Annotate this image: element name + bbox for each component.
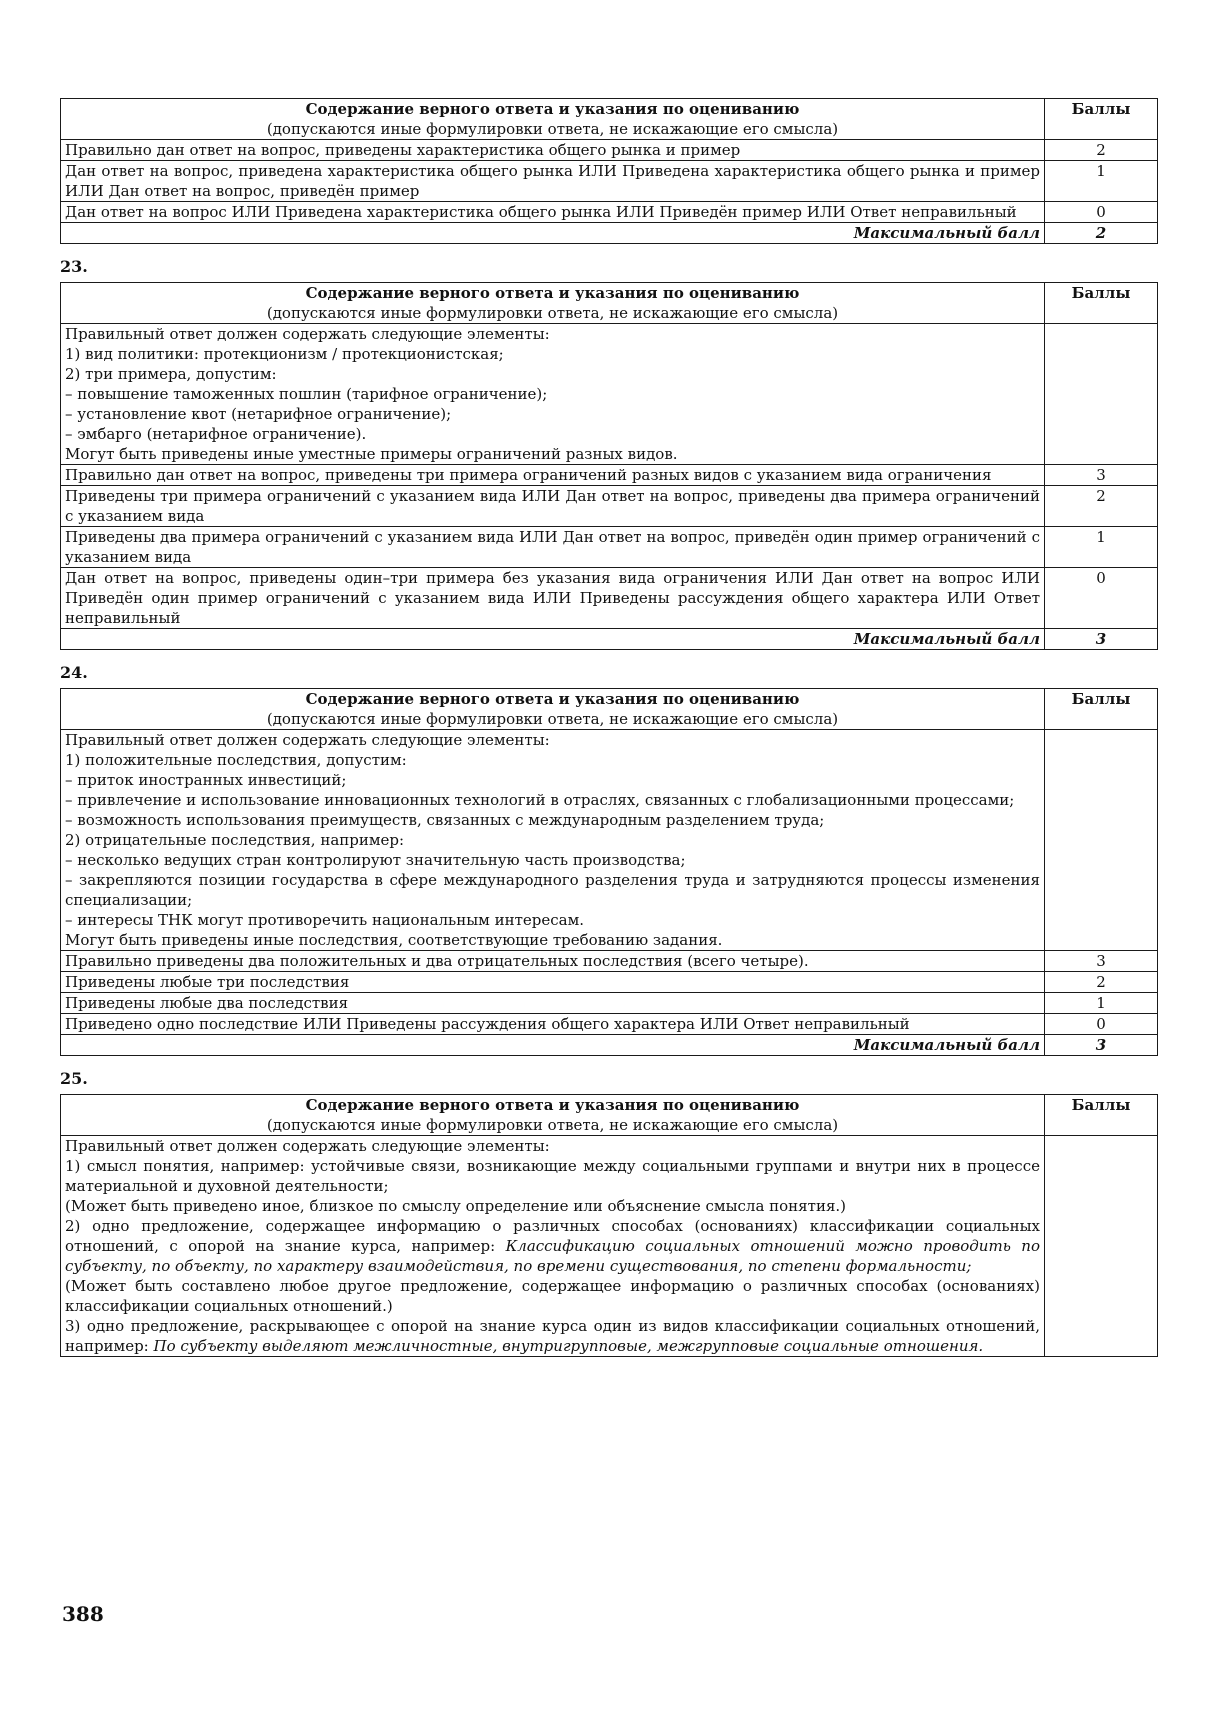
header-title: Содержание верного ответа и указания по оцениванию bbox=[305, 690, 800, 708]
criterion-text: Приведены три примера ограничений с указанием вида ИЛИ Дан ответ на вопрос, приведены два примера ограничений с указанием вида bbox=[61, 486, 1045, 527]
answer-content bbox=[61, 730, 1045, 951]
criterion-score: 3 bbox=[1045, 465, 1158, 486]
header-subtitle: (допускаются иные формулировки ответа, не искажающие его смысла) bbox=[266, 1116, 839, 1134]
content-line: – эмбарго (нетарифное ограничение). bbox=[65, 425, 367, 443]
criterion-text: Приведены два примера ограничений с указанием вида ИЛИ Дан ответ на вопрос, приведён один пример ограничений с указанием вида bbox=[61, 527, 1045, 568]
content-line: – несколько ведущих стран контролируют значительную часть производства; bbox=[65, 851, 686, 869]
table-row bbox=[61, 972, 1158, 993]
empty-score-cell bbox=[1045, 1136, 1158, 1357]
content-line: 1) вид политики: протекционизм / протекционистская; bbox=[65, 345, 504, 363]
table-row bbox=[61, 951, 1158, 972]
answer-content bbox=[61, 324, 1045, 465]
table-row bbox=[61, 568, 1158, 629]
content-line: – возможность использования преимуществ, связанных с международным разделением труда; bbox=[65, 811, 825, 829]
content-text: 2) одно предложение, содержащее информацию о различных способах (основаниях) классификации социальных отношений, с опорой на знание курса, например: bbox=[65, 1217, 1040, 1255]
criterion-score: 1 bbox=[1045, 527, 1158, 568]
question-number: 24. bbox=[60, 663, 88, 682]
table-row bbox=[61, 202, 1158, 223]
criterion-text: Приведены любые три последствия bbox=[61, 972, 1045, 993]
criterion-score: 2 bbox=[1045, 486, 1158, 527]
q25-table bbox=[60, 1094, 1158, 1357]
example-italic: По субъекту выделяют межличностные, внутригрупповые, межгрупповые социальные отношения. bbox=[153, 1337, 984, 1355]
content-line: (Может быть составлено любое другое предложение, содержащее информацию о различных способах (основаниях) классификации социальных отношений.) bbox=[65, 1277, 1040, 1315]
content-line: (Может быть приведено иное, близкое по смыслу определение или объяснение смысла понятия.) bbox=[65, 1197, 847, 1215]
criterion-score: 2 bbox=[1045, 140, 1158, 161]
page bbox=[60, 98, 1158, 1357]
table-row bbox=[61, 140, 1158, 161]
content-text: 3) одно предложение, раскрывающее с опорой на знание курса один из видов классификации социальных отношений, например: bbox=[65, 1317, 1040, 1355]
criterion-score: 0 bbox=[1045, 568, 1158, 629]
header-score-label: Баллы bbox=[1045, 283, 1158, 324]
content-line: 2) отрицательные последствия, например: bbox=[65, 831, 405, 849]
max-score-label: Максимальный балл bbox=[61, 1035, 1045, 1056]
criterion-score: 0 bbox=[1045, 1014, 1158, 1035]
header-cell bbox=[61, 689, 1045, 730]
criterion-score: 3 bbox=[1045, 951, 1158, 972]
max-score-value: 3 bbox=[1045, 1035, 1158, 1056]
table-row bbox=[61, 465, 1158, 486]
table-row bbox=[61, 486, 1158, 527]
max-score-row bbox=[61, 223, 1158, 244]
content-line: Правильный ответ должен содержать следующие элементы: bbox=[65, 1137, 550, 1155]
content-line: – повышение таможенных пошлин (тарифное ограничение); bbox=[65, 385, 548, 403]
question-number: 25. bbox=[60, 1069, 88, 1088]
q22-table bbox=[60, 98, 1158, 244]
question-number: 23. bbox=[60, 257, 88, 276]
criterion-score: 0 bbox=[1045, 202, 1158, 223]
empty-score-cell bbox=[1045, 730, 1158, 951]
content-line: – установление квот (нетарифное ограничение); bbox=[65, 405, 452, 423]
content-line: Могут быть приведены иные последствия, соответствующие требованию задания. bbox=[65, 931, 723, 949]
table-header-row bbox=[61, 689, 1158, 730]
table-header-row bbox=[61, 1095, 1158, 1136]
content-line: Правильный ответ должен содержать следующие элементы: bbox=[65, 731, 550, 749]
content-line bbox=[65, 1216, 1040, 1276]
table-header-row bbox=[61, 99, 1158, 140]
criterion-text: Правильно дан ответ на вопрос, приведены характеристика общего рынка и пример bbox=[61, 140, 1045, 161]
max-score-label: Максимальный балл bbox=[61, 629, 1045, 650]
content-line: – закрепляются позиции государства в сфере международного разделения труда и затрудняются процессы изменения специализации; bbox=[65, 871, 1040, 909]
criterion-score: 1 bbox=[1045, 993, 1158, 1014]
criterion-text: Дан ответ на вопрос, приведены один–три примера без указания вида ограничения ИЛИ Дан ответ на вопрос ИЛИ Приведён один пример ограничений с указанием вида ИЛИ Приведены рассуждения общего характера ИЛИ Ответ неправильный bbox=[61, 568, 1045, 629]
header-title: Содержание верного ответа и указания по оцениванию bbox=[305, 284, 800, 302]
table-row bbox=[61, 1014, 1158, 1035]
content-line: 2) три примера, допустим: bbox=[65, 365, 277, 383]
table-header-row bbox=[61, 283, 1158, 324]
max-score-value: 3 bbox=[1045, 629, 1158, 650]
answer-content-row bbox=[61, 324, 1158, 465]
header-score-label: Баллы bbox=[1045, 1095, 1158, 1136]
header-title: Содержание верного ответа и указания по оцениванию bbox=[305, 1096, 800, 1114]
header-cell bbox=[61, 1095, 1045, 1136]
q24-table bbox=[60, 688, 1158, 1056]
content-line: 1) смысл понятия, например: устойчивые связи, возникающие между социальными группами и внутри них в процессе материальной и духовной деятельности; bbox=[65, 1157, 1040, 1195]
content-line: 1) положительные последствия, допустим: bbox=[65, 751, 407, 769]
answer-content bbox=[61, 1136, 1045, 1357]
answer-content-row bbox=[61, 1136, 1158, 1357]
criterion-text: Правильно приведены два положительных и два отрицательных последствия (всего четыре). bbox=[61, 951, 1045, 972]
criterion-text: Дан ответ на вопрос, приведена характеристика общего рынка ИЛИ Приведена характеристика общего рынка и пример ИЛИ Дан ответ на вопрос, приведён пример bbox=[61, 161, 1045, 202]
header-title: Содержание верного ответа и указания по оцениванию bbox=[305, 100, 800, 118]
max-score-value: 2 bbox=[1045, 223, 1158, 244]
criterion-text: Правильно дан ответ на вопрос, приведены три примера ограничений разных видов с указанием вида ограничения bbox=[61, 465, 1045, 486]
header-cell bbox=[61, 99, 1045, 140]
page-number: 388 bbox=[62, 1602, 104, 1626]
answer-content-row bbox=[61, 730, 1158, 951]
q23-table bbox=[60, 282, 1158, 650]
max-score-row bbox=[61, 629, 1158, 650]
header-subtitle: (допускаются иные формулировки ответа, не искажающие его смысла) bbox=[266, 710, 839, 728]
max-score-label: Максимальный балл bbox=[61, 223, 1045, 244]
criterion-score: 1 bbox=[1045, 161, 1158, 202]
criterion-score: 2 bbox=[1045, 972, 1158, 993]
criterion-text: Дан ответ на вопрос ИЛИ Приведена характеристика общего рынка ИЛИ Приведён пример ИЛИ Ответ неправильный bbox=[61, 202, 1045, 223]
header-cell bbox=[61, 283, 1045, 324]
content-line: – привлечение и использование инновационных технологий в отраслях, связанных с глобализационными процессами; bbox=[65, 791, 1015, 809]
criterion-text: Приведено одно последствие ИЛИ Приведены рассуждения общего характера ИЛИ Ответ неправильный bbox=[61, 1014, 1045, 1035]
content-line bbox=[65, 1316, 1040, 1356]
header-subtitle: (допускаются иные формулировки ответа, не искажающие его смысла) bbox=[266, 304, 839, 322]
table-row bbox=[61, 993, 1158, 1014]
header-score-label: Баллы bbox=[1045, 689, 1158, 730]
criterion-text: Приведены любые два последствия bbox=[61, 993, 1045, 1014]
max-score-row bbox=[61, 1035, 1158, 1056]
empty-score-cell bbox=[1045, 324, 1158, 465]
content-line: Могут быть приведены иные уместные примеры ограничений разных видов. bbox=[65, 445, 678, 463]
content-line: – интересы ТНК могут противоречить национальным интересам. bbox=[65, 911, 585, 929]
content-line: – приток иностранных инвестиций; bbox=[65, 771, 347, 789]
header-score-label: Баллы bbox=[1045, 99, 1158, 140]
table-row bbox=[61, 527, 1158, 568]
content-line: Правильный ответ должен содержать следующие элементы: bbox=[65, 325, 550, 343]
header-subtitle: (допускаются иные формулировки ответа, не искажающие его смысла) bbox=[266, 120, 839, 138]
example-italic: Классификацию социальных отношений можно проводить по субъекту, по объекту, по характеру взаимодействия, по времени существования, по степени формальности; bbox=[65, 1237, 1040, 1275]
table-row bbox=[61, 161, 1158, 202]
